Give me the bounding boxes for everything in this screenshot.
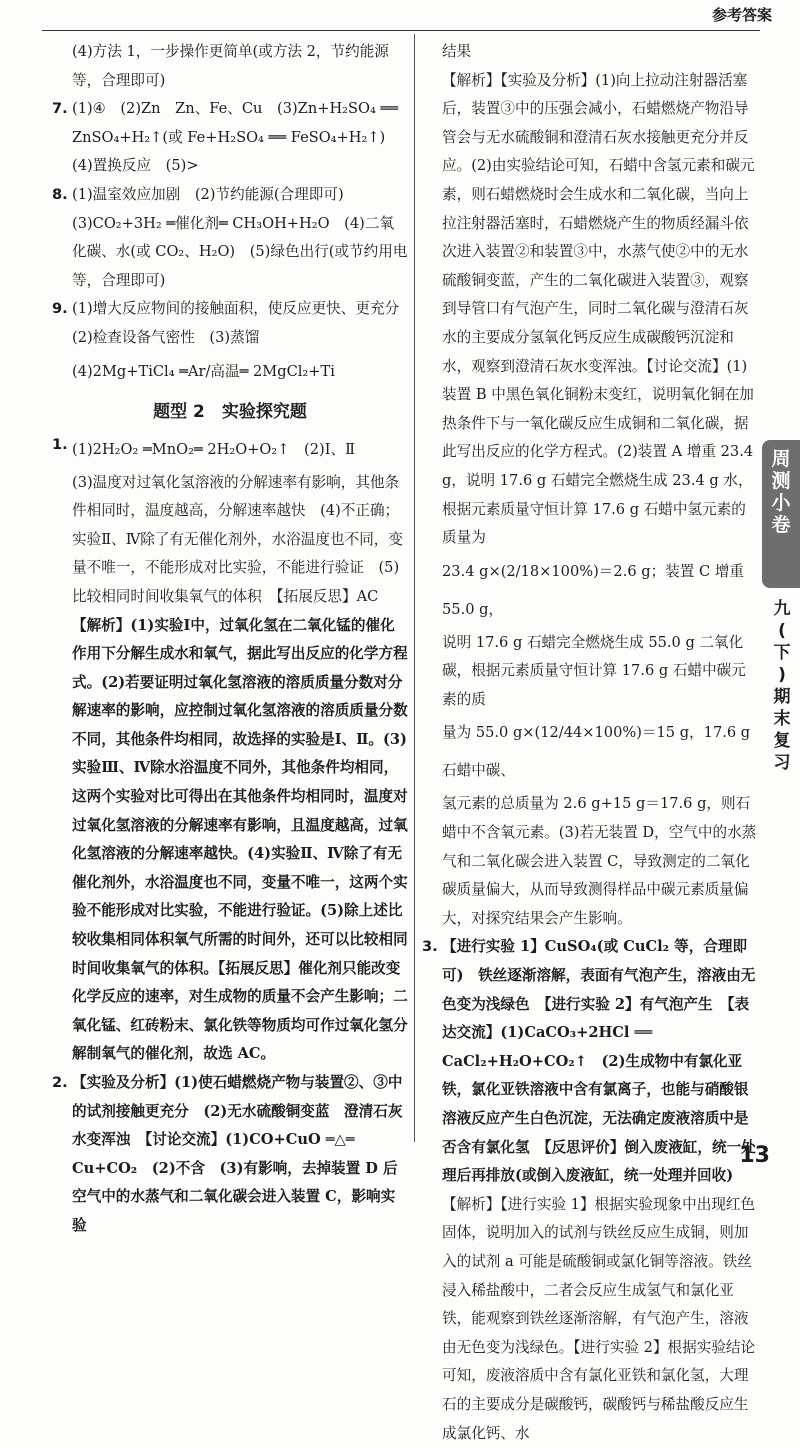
question-1 — [52, 431, 408, 1069]
answer-text: (4)置换反应 (5)> — [72, 157, 199, 175]
answer-text: (1)温室效应加剧 (2)节约能源(合理即可) — [72, 185, 344, 203]
tab-char: 周 — [771, 448, 791, 470]
side-label — [770, 598, 794, 774]
analysis-text: 【解析】【实验及分析】(1)向上拉动注射器活塞后，装置③中的压强会减小，石蜡燃烧产物沿导管会与无水硫酸铜和澄清石灰水接触更充分并反应。(2)由实验结论可知，石蜡中含氢元素和碳元素，则石蜡燃烧时会生成水和二氧化碳，当向上拉注射器活塞时，石蜡燃烧产生的物质经漏斗依次进入装置②和装置③中，水蒸气使②中的无水硫酸铜变蓝，产生的二氧化碳进入装置③，观察到导管口有气泡产生，同时二氧化碳与澄清石灰水的主要成分氢氧化钙反应生成碳酸钙沉淀和水，观察到澄清石灰水变浑浊。【讨论交流】(1)装置 B 中黑色氧化铜粉末变红，说明氧化铜在加热条件下与一氧化碳反应生成铜和二氧化碳，据此写出反应的化学方程式。(2)装置 A 增重 23.4 g，说明 17.6 g 石蜡完全燃烧生成 23.4 g 水，根据元素质量守恒计算 17.6 g 石蜡中氢元素的质量为 — [442, 71, 755, 547]
equation: 23.4 g×(2/18×100%)＝2.6 g；装置 C 增重 55.0 g， — [442, 562, 745, 618]
question-9 — [52, 295, 414, 390]
question-number: 8. — [52, 185, 68, 203]
header-rule — [42, 30, 760, 31]
question-7 — [52, 95, 408, 181]
equation: (4)2Mg+TiCl₄ ═Ar/高温═ 2MgCl₂+Ti — [72, 362, 335, 380]
side-char: 九 — [773, 599, 791, 619]
side-char: ( — [778, 621, 786, 641]
answer-text: 【实验及分析】(1)使石蜡燃烧产物与装置②、③中的试剂接触更充分 (2)无水硫酸铜变蓝 澄清石灰水变浑浊 【讨论交流】(1)CO+CuO ═△═ Cu+CO₂ (2)不含 (3)有影响，去掉装置 D 后空气中的水蒸气和二氧化碳会进入装置 C，影响实验 — [72, 1074, 403, 1234]
answer-line: (4)方法 1，一步操作更简单(或方法 2，节约能源等，合理即可) — [72, 43, 389, 89]
column-divider — [414, 34, 415, 1142]
answer-text: 结果 — [442, 43, 472, 60]
answer-text: (3)CO₂+3H₂ ═催化剂═ CH₃OH+H₂O (4)二氧化碳、水(或 CO₂、H₂O) (5)绿色出行(或节约用电等，合理即可) — [72, 214, 408, 289]
question-2 — [52, 1069, 408, 1241]
side-char: 复 — [773, 731, 791, 751]
side-char: 下 — [773, 643, 791, 663]
question-number: 7. — [52, 100, 68, 118]
analysis-text: 【解析】【进行实验 1】根据实验现象中出现红色固体，说明加入的试剂与铁丝反应生成铜，则加入的试剂 a 可能是硫酸铜或氯化铜等溶液。铁丝浸入稀盐酸中，二者会反应生成氢气和氯化亚铁，能观察到铁丝逐渐溶解，有气泡产生，溶液由无色变为浅绿色。【进行实验 2】根据实验结论可知，废液溶质中含有氯化亚铁和氯化氢，大理石的主要成分是碳酸钙，碳酸钙与稀盐酸反应生成氯化钙、水 — [442, 1195, 756, 1442]
answer-text: (3)温度对过氧化氢溶液的分解速率有影响，其他条件相同时，温度越高，分解速率越快 (4)不正确；实验Ⅱ、Ⅳ除了有无催化剂外，水浴温度也不同，变量不唯一，不能形成对比实验，不能进行验证 (5)比较相同时间收集氧气的体积 【拓展反思】AC — [72, 473, 403, 605]
tab-char: 测 — [771, 470, 791, 492]
right-column — [422, 38, 758, 1448]
question-8 — [52, 181, 408, 295]
side-char: 期 — [773, 687, 791, 707]
tab-char: 卷 — [771, 514, 791, 536]
answer-text: 【进行实验 1】CuSO₄(或 CuCl₂ 等，合理即可) 铁丝逐渐溶解，表面有气泡产生，溶液由无色变为浅绿色 【进行实验 2】有气泡产生 【表达交流】(1)CaCO₃+2HCl ══ CaCl₂+H₂O+CO₂↑ (2)生成物中有氯化亚铁，氯化亚铁溶液中含有氯离子，也能与硝酸银溶液反应产生白色沉淀，无法确定废液溶质中是否含有氯化氢 【反思评价】倒入废液缸，统一处理后再排放(或倒入废液缸，统一处理并回收) — [442, 938, 756, 1185]
analysis-text: 【解析】(1)实验Ⅰ中，过氧化氢在二氧化锰的催化作用下分解生成水和氧气，据此写出反应的化学方程式。(2)若要证明过氧化氢溶液的溶质质量分数对分解速率的影响，应控制过氧化氢溶液的溶质质量分数不同，其他条件均相同，故选择的实验是Ⅰ、Ⅱ。(3)实验Ⅲ、Ⅳ除水浴温度不同外，其他条件均相同，这两个实验对比可得出在其他条件均相同时，温度对过氧化氢溶液的分解速率有影响，且温度越高，过氧化氢溶液的分解速率越快。(4)实验Ⅱ、Ⅳ除了有无催化剂外，水浴温度也不同，变量不唯一，这两个实验不能形成对比实验，不能进行验证。(5)除上述比较收集相同体积氧气所需的时间外，还可以比较相同时间收集氧气的体积。【拓展反思】催化剂只能改变化学反应的速率，对生成物的质量不会产生影响；二氧化锰、红砖粉末、氯化铁等物质均可作过氧化氢分解制氧气的催化剂，故选 AC。 — [72, 616, 408, 1063]
analysis-text: 说明 17.6 g 石蜡完全燃烧生成 55.0 g 二氧化碳，根据元素质量守恒计算 17.6 g 石蜡中碳元素的质 — [442, 633, 746, 708]
answer-text: (1)增大反应物间的接触面积，使反应更快、更充分 (2)检查设备气密性 (3)蒸馏 — [72, 300, 414, 346]
section-tab — [762, 440, 800, 588]
page-header-title: 参考答案 — [711, 6, 772, 24]
side-char: 习 — [773, 753, 791, 773]
question-3 — [422, 933, 758, 1448]
tab-char: 小 — [771, 492, 791, 514]
analysis-text: 氢元素的总质量为 2.6 g+15 g＝17.6 g，则石蜡中不含氧元素。(3)若无装置 D，空气中的水蒸气和二氧化碳会进入装置 C，导致测定的二氧化碳质量偏大，从而导致测得样品中碳元素质量偏大，对探究结果会产生影响。 — [442, 795, 757, 927]
page-number: 13 — [739, 1143, 770, 1168]
side-char: ) — [778, 665, 786, 685]
section-title: 题型 2 实验探究题 — [153, 401, 307, 422]
equation: 量为 55.0 g×(12/44×100%)＝15 g，17.6 g 石蜡中碳、 — [442, 724, 751, 780]
equation: (1)2H₂O₂ ═MnO₂═ 2H₂O+O₂↑ (2)Ⅰ、Ⅱ — [72, 440, 355, 458]
question-number: 3. — [422, 938, 438, 956]
left-column — [52, 38, 414, 1241]
question-number: 9. — [52, 300, 68, 318]
question-number: 2. — [52, 1074, 68, 1091]
answer-text: (1)④ (2)Zn Zn、Fe、Cu (3)Zn+H₂SO₄ ══ ZnSO₄+H₂↑(或 Fe+H₂SO₄ ══ FeSO₄+H₂↑) — [72, 100, 399, 146]
question-number: 1. — [52, 435, 68, 453]
side-char: 末 — [773, 709, 791, 729]
